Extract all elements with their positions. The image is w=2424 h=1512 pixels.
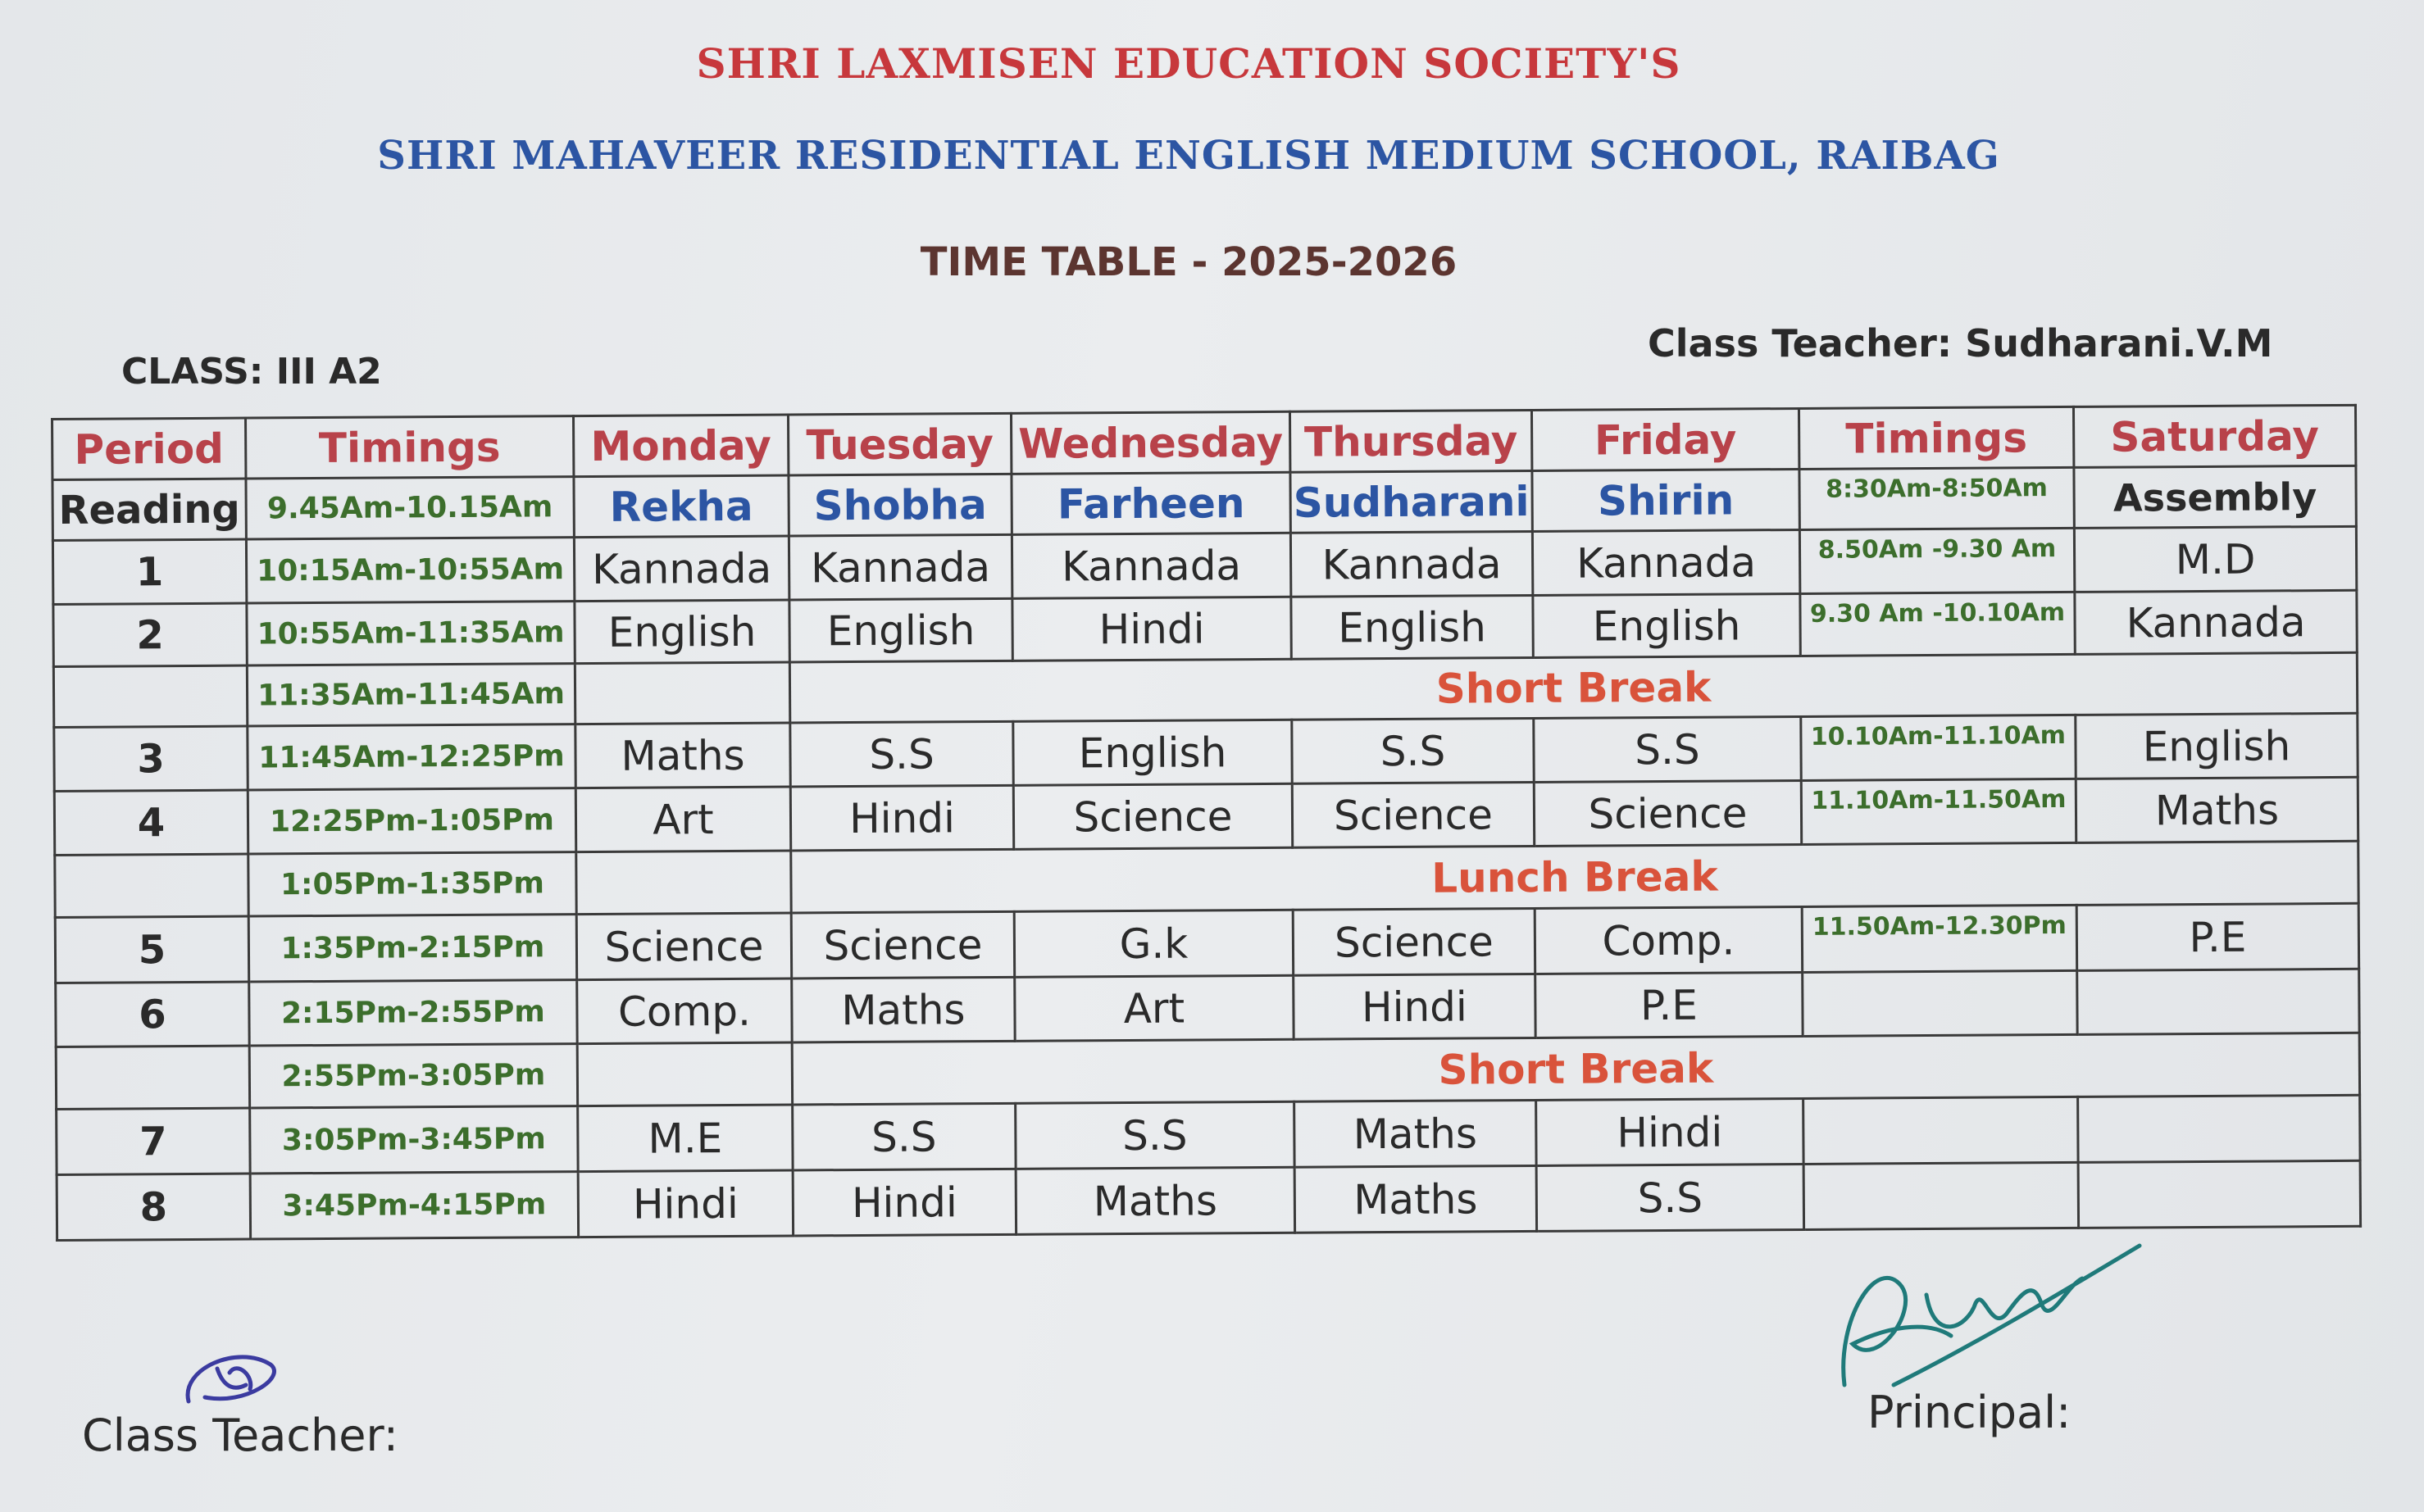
subject-cell: Comp. xyxy=(1535,906,1802,974)
subject-cell: Kannada xyxy=(1290,531,1532,597)
saturday-cell xyxy=(2077,969,2359,1034)
subject-cell: Maths xyxy=(792,977,1015,1042)
class-teacher-name: Class Teacher: Sudharani.V.M xyxy=(1648,321,2273,366)
subject-cell: English xyxy=(1013,720,1292,785)
col-friday: Friday xyxy=(1531,408,1799,470)
col-timings: Timings xyxy=(246,416,574,479)
period-cell: 5 xyxy=(55,916,248,983)
col-tuesday: Tuesday xyxy=(788,413,1011,475)
col-period: Period xyxy=(52,418,246,479)
subject-cell: English xyxy=(1533,593,1800,657)
saturday-cell: M.D xyxy=(2074,526,2356,592)
subject-cell: S.S xyxy=(790,721,1013,787)
subject-cell: G.k xyxy=(1014,910,1293,977)
reading-teacher: Shobha xyxy=(789,474,1012,536)
col-saturday-timings: Timings xyxy=(1799,406,2073,469)
timing-cell: 11:45Am-12:25Pm xyxy=(248,724,575,790)
timing-cell: 12:25Pm-1:05Pm xyxy=(248,788,575,854)
subject-cell: English xyxy=(789,598,1012,662)
reading-teacher: Rekha xyxy=(574,475,789,538)
subject-cell: S.S xyxy=(1534,716,1801,782)
timetable xyxy=(51,404,2362,1242)
saturday-cell xyxy=(2078,1095,2360,1162)
saturday-cell: Maths xyxy=(2076,777,2358,842)
period-cell: 7 xyxy=(57,1108,250,1174)
period-cell: 4 xyxy=(54,790,248,855)
period-cell xyxy=(55,854,248,917)
subject-cell: Maths xyxy=(1016,1167,1294,1234)
subject-cell: Kannada xyxy=(1532,529,1799,595)
period-cell: 8 xyxy=(57,1174,250,1240)
class-teacher-signature-label: Class Teacher: xyxy=(82,1410,398,1461)
subject-cell: Art xyxy=(1015,975,1294,1041)
period-cell: 1 xyxy=(52,539,246,604)
empty-cell xyxy=(576,851,791,915)
reading-teacher: Farheen xyxy=(1012,472,1290,534)
timetable-title: TIME TABLE - 2025-2026 xyxy=(920,239,1458,285)
subject-cell: Science xyxy=(791,911,1014,978)
col-wednesday: Wednesday xyxy=(1011,411,1289,474)
timing-cell: 1:35Pm-2:15Pm xyxy=(248,915,576,982)
saturday-timing-cell: 9.30 Am -10.10Am xyxy=(1800,592,2075,656)
subject-cell: Science xyxy=(576,913,791,980)
subject-cell: Maths xyxy=(1294,1165,1536,1233)
timing-cell: 10:55Am-11:35Am xyxy=(247,602,575,665)
subject-cell: Hindi xyxy=(1012,597,1291,661)
timing-cell: 9.45Am-10.15Am xyxy=(246,477,574,539)
saturday-timing-cell: 11.50Am-12.30Pm xyxy=(1802,905,2076,972)
subject-cell: Hindi xyxy=(1294,974,1535,1039)
saturday-timing-cell xyxy=(1803,970,2077,1036)
col-saturday: Saturday xyxy=(2073,405,2355,467)
saturday-cell: English xyxy=(2076,713,2358,779)
col-monday: Monday xyxy=(573,415,788,477)
subject-cell: Science xyxy=(1292,782,1534,847)
timing-cell: 11:35Am-11:45Am xyxy=(247,664,575,726)
empty-cell xyxy=(577,1042,792,1106)
timing-cell: 10:15Am-10:55Am xyxy=(246,538,574,603)
period-cell: 3 xyxy=(54,726,248,791)
subject-cell: Hindi xyxy=(578,1170,793,1237)
saturday-timing-cell: 11.10Am-11.50Am xyxy=(1801,779,2076,844)
society-name: SHRI LAXMISEN EDUCATION SOCIETY'S xyxy=(696,39,1681,88)
empty-cell xyxy=(575,662,789,724)
short-break-label: Short Break xyxy=(792,1033,2359,1105)
lunch-break-label: Lunch Break xyxy=(791,841,2358,913)
subject-cell: Kannada xyxy=(1012,533,1290,598)
saturday-cell xyxy=(2078,1160,2360,1228)
saturday-timing-cell: 10.10Am-11.10Am xyxy=(1801,715,2076,780)
saturday-timing-cell: 8:30Am-8:50Am xyxy=(1799,467,2074,529)
timing-cell: 1:05Pm-1:35Pm xyxy=(248,852,576,916)
principal-signature xyxy=(1828,1221,2156,1413)
timing-cell: 3:45Pm-4:15Pm xyxy=(250,1172,578,1239)
subject-cell: Science xyxy=(1293,908,1535,975)
short-break-label: Short Break xyxy=(789,652,2357,723)
period-cell: Reading xyxy=(52,479,246,540)
saturday-timing-cell xyxy=(1803,1097,2078,1164)
subject-cell: M.E xyxy=(578,1105,793,1172)
subject-cell: Hindi xyxy=(790,785,1013,851)
subject-cell: S.S xyxy=(793,1103,1016,1170)
col-thursday: Thursday xyxy=(1289,410,1531,472)
subject-cell: Art xyxy=(575,787,790,852)
timing-cell: 2:55Pm-3:05Pm xyxy=(249,1044,577,1108)
subject-cell: Science xyxy=(1534,780,1801,846)
saturday-cell: Assembly xyxy=(2074,465,2356,528)
subject-cell: Hindi xyxy=(1536,1098,1803,1165)
period-cell: 6 xyxy=(56,982,249,1047)
subject-cell: S.S xyxy=(1536,1164,1803,1231)
subject-cell: S.S xyxy=(1016,1101,1294,1169)
timing-cell: 2:15Pm-2:55Pm xyxy=(249,980,577,1046)
subject-cell: Science xyxy=(1013,783,1292,849)
reading-teacher: Sudharani xyxy=(1290,470,1532,533)
subject-cell: P.E xyxy=(1535,972,1803,1038)
saturday-timing-cell xyxy=(1803,1162,2078,1229)
saturday-cell: P.E xyxy=(2076,903,2358,970)
subject-cell: Maths xyxy=(575,723,790,788)
period-cell xyxy=(53,665,247,727)
reading-teacher: Shirin xyxy=(1532,469,1799,531)
saturday-cell: Kannada xyxy=(2075,590,2357,654)
period-cell: 2 xyxy=(53,603,247,666)
period-cell xyxy=(56,1046,249,1109)
principal-signature-label: Principal: xyxy=(1867,1387,2072,1438)
saturday-timing-cell: 8.50Am -9.30 Am xyxy=(1799,528,2074,593)
subject-cell: Kannada xyxy=(789,534,1012,600)
subject-cell: Maths xyxy=(1294,1100,1536,1167)
subject-cell: Comp. xyxy=(577,978,792,1044)
subject-cell: English xyxy=(1291,595,1533,659)
school-name: SHRI MAHAVEER RESIDENTIAL ENGLISH MEDIUM SCHOOL, RAIBAG xyxy=(377,133,2000,179)
subject-cell: S.S xyxy=(1292,718,1534,783)
timing-cell: 3:05Pm-3:45Pm xyxy=(250,1106,578,1174)
subject-cell: English xyxy=(575,600,789,664)
subject-cell: Kannada xyxy=(574,536,789,602)
class-label: CLASS: III A2 xyxy=(121,351,382,393)
subject-cell: Hindi xyxy=(793,1169,1016,1236)
